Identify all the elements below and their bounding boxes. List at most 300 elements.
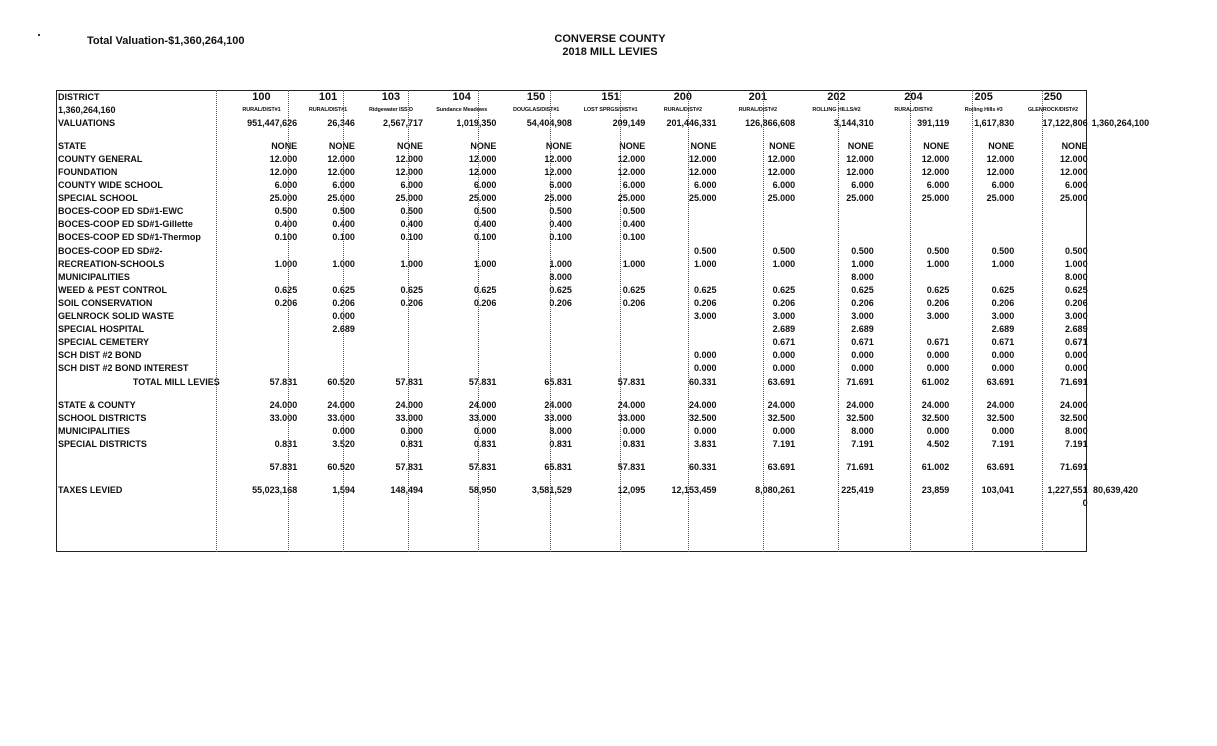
levy-value — [647, 323, 718, 336]
summary-value: 32.500 — [688, 412, 717, 423]
levy-value — [647, 336, 718, 349]
levy-value: 0.625 — [772, 284, 796, 295]
levy-value: 0.625 — [622, 284, 646, 295]
levy-value: 8.000 — [1065, 271, 1088, 282]
summary-total-value: 63.691 — [767, 461, 796, 472]
district-code: 100 — [252, 90, 271, 103]
empty-cell — [1090, 362, 1140, 375]
empty-cell — [498, 497, 573, 510]
empty-cell — [1090, 460, 1140, 473]
district-code: 104 — [452, 90, 471, 103]
levy-value: 0.000 — [991, 350, 1015, 361]
levy-value: 0.000 — [926, 350, 950, 361]
district-name: RURAL/DIST#1 — [242, 106, 281, 113]
summary-value: 8.000 — [1065, 425, 1088, 436]
levy-value: 0.100 — [549, 232, 572, 243]
levy-value — [224, 323, 299, 336]
total-mill-levies-label: TOTAL MILL LEVIES — [132, 376, 220, 387]
levy-value: 6.000 — [772, 180, 796, 191]
levy-value: 0.206 — [851, 297, 874, 308]
levy-value: 0.500 — [926, 245, 950, 256]
levy-value — [574, 336, 647, 349]
total-mill-levies-row — [56, 375, 1140, 388]
summary-value: 24.000 — [468, 399, 497, 410]
summary-value: 24.000 — [986, 399, 1015, 410]
levy-value: NONE — [690, 140, 717, 151]
levy-value — [876, 205, 951, 218]
empty-cell — [56, 497, 224, 510]
levy-value — [299, 270, 357, 283]
levy-value — [425, 310, 498, 323]
empty-cell — [876, 497, 951, 510]
taxes-levied-value: 55,023,168 — [252, 485, 298, 496]
total-levy-value: 63.691 — [767, 376, 796, 387]
levy-value — [876, 231, 951, 244]
levy-value: NONE — [1061, 140, 1088, 151]
summary-total-value: 57.831 — [617, 461, 646, 472]
levy-label: SCH DIST #2 BOND — [58, 350, 142, 361]
summary-value: 7.191 — [991, 438, 1015, 449]
levy-value: 0.100 — [622, 232, 646, 243]
levy-label: RECREATION-SCHOOLS — [58, 258, 165, 269]
empty-cell — [1090, 323, 1140, 336]
levy-value — [299, 244, 357, 257]
levy-value — [425, 244, 498, 257]
levy-value: 0.000 — [772, 363, 796, 374]
levy-row — [56, 152, 1140, 165]
levy-value — [357, 323, 425, 336]
levy-value: 6.000 — [332, 180, 355, 191]
summary-label: STATE & COUNTY — [58, 399, 136, 410]
district-code: 150 — [526, 90, 546, 103]
taxes-levied-value: 103,041 — [981, 485, 1015, 496]
summary-value: 24.000 — [617, 399, 646, 410]
levy-label: BOCES-COOP ED SD#1-Thermop — [58, 232, 201, 243]
summary-value: 0.000 — [400, 425, 423, 436]
levy-value: 12.000 — [767, 153, 796, 164]
levy-value: 0.500 — [851, 245, 874, 256]
district-label: DISTRICT — [58, 91, 100, 102]
levy-value: 25.000 — [767, 193, 796, 204]
summary-row — [56, 411, 1140, 424]
summary-value: 0.831 — [549, 438, 572, 449]
levy-value: 0.625 — [400, 284, 423, 295]
levy-value: 8.000 — [549, 271, 572, 282]
levy-row — [56, 283, 1140, 296]
levy-value — [224, 336, 299, 349]
levy-row — [56, 310, 1140, 323]
levy-value: NONE — [847, 140, 874, 151]
summary-total-value: 71.691 — [1060, 461, 1088, 472]
valuation-value: 209,149 — [612, 117, 646, 128]
summary-value: 32.500 — [1060, 412, 1088, 423]
summary-total-value: 60.331 — [688, 461, 717, 472]
levy-value: 12.000 — [846, 153, 874, 164]
levy-value: 1.000 — [400, 258, 423, 269]
levy-value: 0.000 — [991, 363, 1015, 374]
district-code: 103 — [381, 90, 401, 103]
valuation-value: 2,567,717 — [382, 117, 423, 128]
levy-value: 25.000 — [986, 193, 1015, 204]
levy-value: 12.000 — [986, 167, 1015, 178]
levy-value — [498, 336, 573, 349]
levy-value — [425, 362, 498, 375]
valuation-value: 54,404,908 — [526, 117, 572, 128]
levy-value: 0.400 — [622, 219, 646, 230]
empty-cell — [647, 497, 718, 510]
empty-cell — [1090, 139, 1140, 152]
levy-value: 1.000 — [772, 258, 796, 269]
levy-value: 0.625 — [991, 284, 1015, 295]
levy-value: 0.671 — [1065, 337, 1088, 348]
levy-value — [647, 218, 718, 231]
levy-value — [574, 310, 647, 323]
levy-label: SOIL CONSERVATION — [58, 297, 153, 308]
levy-row — [56, 218, 1140, 231]
levy-value — [951, 218, 1016, 231]
levy-value: 3.000 — [926, 311, 950, 322]
total-levy-value: 71.691 — [846, 376, 874, 387]
gap-row — [56, 129, 1140, 139]
levy-value: 0.500 — [622, 206, 646, 217]
valuation-value: 951,447,626 — [247, 117, 298, 128]
levy-value: 1.000 — [851, 258, 874, 269]
summary-value: 8.000 — [851, 425, 874, 436]
summary-value: 8.000 — [549, 425, 572, 436]
levy-value — [357, 310, 425, 323]
valuation-value: 1,019,350 — [456, 117, 497, 128]
empty-cell — [1090, 497, 1140, 510]
district-code: 204 — [904, 90, 923, 103]
levy-value: 0.400 — [400, 219, 423, 230]
district-code: 205 — [974, 90, 993, 103]
levy-row — [56, 179, 1140, 192]
levy-value: 0.625 — [926, 284, 950, 295]
levy-label: SPECIAL CEMETERY — [58, 337, 150, 348]
taxes-levied-value: 1,594 — [332, 485, 355, 496]
levy-value: 0.100 — [400, 232, 423, 243]
levy-value — [647, 231, 718, 244]
district-name: ROLLING HILLS/#2 — [812, 106, 861, 113]
summary-value — [224, 424, 299, 437]
summary-total-value: 65.831 — [544, 461, 572, 472]
summary-row — [56, 424, 1140, 437]
levy-row — [56, 349, 1140, 362]
levy-value — [719, 218, 798, 231]
levy-value: 0.500 — [332, 206, 355, 217]
total-levy-value: 57.831 — [269, 376, 298, 387]
levy-value: 0.500 — [693, 245, 717, 256]
district-code: 250 — [1043, 90, 1063, 103]
summary-label: SCHOOL DISTRICTS — [58, 412, 147, 423]
page-title — [500, 33, 720, 59]
levy-value: 12.000 — [327, 153, 355, 164]
levy-value — [1016, 231, 1089, 244]
levy-value: 6.000 — [1065, 180, 1088, 191]
levy-value — [299, 336, 357, 349]
summary-value: 4.502 — [926, 438, 950, 449]
valuation-value: 26,346 — [327, 117, 355, 128]
summary-value: 32.500 — [846, 412, 874, 423]
levy-value — [876, 270, 951, 283]
summary-row — [56, 398, 1140, 411]
levy-label: FOUNDATION — [58, 167, 118, 178]
levy-value: NONE — [619, 140, 646, 151]
levy-value: 0.000 — [772, 350, 796, 361]
summary-value: 32.500 — [921, 412, 950, 423]
levy-value: NONE — [328, 140, 355, 151]
empty-cell — [1090, 336, 1140, 349]
levy-value: 0.206 — [1065, 297, 1088, 308]
levy-label: SPECIAL SCHOOL — [58, 193, 138, 204]
summary-value: 0.831 — [473, 438, 497, 449]
levy-value: 12.000 — [921, 153, 950, 164]
levy-value: 12.000 — [395, 153, 423, 164]
empty-cell — [1090, 349, 1140, 362]
valuation-value: 201,446,331 — [666, 117, 717, 128]
levy-value — [1016, 218, 1089, 231]
levy-value: 12.000 — [468, 153, 497, 164]
levy-value: 0.400 — [549, 219, 572, 230]
levy-value: 1.000 — [549, 258, 572, 269]
levy-value: 0.500 — [274, 206, 298, 217]
levy-value: 0.206 — [332, 297, 355, 308]
levy-value — [425, 270, 498, 283]
levy-value: 2.689 — [991, 324, 1015, 335]
levy-value: 12.000 — [269, 167, 298, 178]
trailing-row — [56, 497, 1140, 510]
levy-label: BOCES-COOP ED SD#1-EWC — [58, 206, 184, 217]
total-levy-value: 61.002 — [921, 376, 950, 387]
levy-value: 0.206 — [926, 297, 950, 308]
summary-value: 24.000 — [269, 399, 298, 410]
empty-cell — [1090, 244, 1140, 257]
levy-label: BOCES-COOP ED SD#2- — [58, 245, 163, 256]
empty-cell — [1090, 179, 1140, 192]
levy-value — [425, 336, 498, 349]
levy-label: COUNTY GENERAL — [58, 153, 143, 164]
district-name: RURAL/DIST#2 — [894, 106, 933, 113]
district-code: 202 — [827, 90, 846, 103]
levy-value: 0.400 — [473, 219, 497, 230]
levy-value: 12.000 — [846, 167, 874, 178]
summary-value: 7.191 — [1065, 438, 1088, 449]
district-name: LOST SPRGS/DIST#1 — [583, 106, 638, 113]
levy-value: 0.500 — [400, 206, 423, 217]
levy-value: 1.000 — [991, 258, 1015, 269]
empty-cell — [797, 497, 876, 510]
levy-value: 0.625 — [1065, 284, 1088, 295]
levy-value — [498, 244, 573, 257]
levy-value — [719, 205, 798, 218]
levy-value: 0.000 — [851, 363, 874, 374]
taxes-levied-value: 58,950 — [468, 485, 497, 496]
levy-value: 0.400 — [274, 219, 298, 230]
valuation-value: 1,617,830 — [974, 117, 1015, 128]
levy-value: 12.000 — [767, 167, 796, 178]
levy-row — [56, 296, 1140, 309]
empty-cell — [1090, 424, 1140, 437]
trailing-zero: 0 — [1082, 498, 1088, 509]
summary-row — [56, 437, 1140, 450]
levy-value: 25.000 — [1060, 193, 1088, 204]
summary-value: 0.000 — [772, 425, 796, 436]
mill-levy-table — [56, 90, 1150, 510]
levy-value: 25.000 — [921, 193, 950, 204]
levy-label: WEED & PEST CONTROL — [58, 284, 168, 295]
valuation-row — [56, 116, 1140, 129]
summary-value: 0.000 — [622, 425, 646, 436]
levy-value: 0.206 — [622, 297, 646, 308]
levy-value — [224, 244, 299, 257]
levy-value: NONE — [470, 140, 497, 151]
levy-value — [224, 349, 299, 362]
empty-cell — [1090, 398, 1140, 411]
levy-value — [224, 362, 299, 375]
gap-row — [56, 450, 1140, 460]
levy-value — [951, 231, 1016, 244]
district-name: Ridgewater ISS D — [368, 106, 413, 113]
levy-value: 12.000 — [1060, 167, 1088, 178]
levy-value: 0.671 — [772, 337, 796, 348]
levy-value — [647, 270, 718, 283]
empty-cell — [719, 497, 798, 510]
district-code: 200 — [673, 90, 693, 103]
levy-value: NONE — [988, 140, 1015, 151]
summary-total-value: 60.520 — [327, 461, 355, 472]
empty-cell — [1090, 310, 1140, 323]
total-levy-value: 63.691 — [986, 376, 1015, 387]
levy-value: 0.500 — [549, 206, 572, 217]
levy-value — [876, 323, 951, 336]
district-code: 151 — [601, 90, 620, 103]
levy-value: 2.689 — [332, 324, 355, 335]
levy-value: NONE — [271, 140, 298, 151]
taxes-levied-value: 225,419 — [841, 485, 874, 496]
levy-label: SPECIAL HOSPITAL — [58, 324, 145, 335]
levy-value: 0.206 — [549, 297, 572, 308]
levy-value: 25.000 — [468, 193, 497, 204]
empty-cell — [1090, 411, 1140, 424]
district-name-row — [56, 103, 1140, 116]
levy-value: 6.000 — [473, 180, 497, 191]
taxes-levied-label: TAXES LEVIED — [58, 485, 123, 496]
levy-value: 0.625 — [332, 284, 355, 295]
empty-cell — [1090, 165, 1140, 178]
levy-value: 1.000 — [473, 258, 497, 269]
total-levy-value: 60.331 — [688, 376, 717, 387]
levy-value: 0.206 — [693, 297, 717, 308]
levy-value: 25.000 — [688, 193, 717, 204]
levy-value: 6.000 — [926, 180, 950, 191]
summary-value: 24.000 — [921, 399, 950, 410]
empty-cell — [1090, 296, 1140, 309]
levy-value: 8.000 — [851, 271, 874, 282]
total-levy-value: 65.831 — [544, 376, 572, 387]
summary-total-value: 57.831 — [269, 461, 298, 472]
district-name: RURAL/DIST#2 — [738, 106, 777, 113]
district-name: GLENROCK/DIST#2 — [1027, 106, 1078, 113]
levy-label: BOCES-COOP ED SD#1-Gillette — [58, 219, 193, 230]
total-levy-value: 57.831 — [395, 376, 423, 387]
summary-value: 0.000 — [926, 425, 950, 436]
levy-value: 12.000 — [544, 153, 572, 164]
levy-value: 1.000 — [1065, 258, 1088, 269]
empty-cell — [224, 497, 299, 510]
levy-value: 0.625 — [274, 284, 298, 295]
taxes-levied-value: 3,581,529 — [531, 485, 572, 496]
empty-cell — [1090, 192, 1140, 205]
levy-value — [224, 310, 299, 323]
empty-cell — [574, 497, 647, 510]
levy-subtitle: 2018 MILL LEVIES — [562, 46, 658, 58]
taxes-levied-total: 80,639,420 — [1092, 485, 1138, 496]
summary-value: 32.500 — [986, 412, 1015, 423]
levy-label: GELNROCK SOLID WASTE — [58, 311, 175, 322]
summary-value: 33.000 — [617, 412, 646, 423]
empty-cell — [1090, 103, 1140, 116]
summary-value: 0.000 — [991, 425, 1015, 436]
levy-value — [1016, 205, 1089, 218]
total-levy-value: 60.520 — [327, 376, 355, 387]
taxes-levied-row — [56, 484, 1140, 497]
gap-row — [56, 388, 1140, 398]
levy-value: 0.206 — [991, 297, 1015, 308]
levy-row — [56, 205, 1140, 218]
levy-value: 3.000 — [991, 311, 1015, 322]
levy-value: 0.625 — [473, 284, 497, 295]
valuation-value: 3,144,310 — [833, 117, 874, 128]
levy-row — [56, 165, 1140, 178]
levy-value: 0.000 — [693, 350, 717, 361]
levy-value: 2.689 — [851, 324, 874, 335]
levy-value — [574, 362, 647, 375]
empty-cell — [1090, 257, 1140, 270]
levy-value: 0.671 — [991, 337, 1015, 348]
levy-label: STATE — [58, 140, 87, 151]
taxes-levied-value: 12,095 — [617, 485, 646, 496]
total-levy-value: 71.691 — [1060, 376, 1088, 387]
levy-value: 1.000 — [693, 258, 717, 269]
summary-value: 7.191 — [851, 438, 874, 449]
levy-value: NONE — [769, 140, 796, 151]
total-valuation: Total Valuation-$1,360,264,100 — [87, 35, 245, 47]
levy-value: 3.000 — [851, 311, 874, 322]
district-code: 201 — [748, 90, 767, 103]
levy-value: 6.000 — [622, 180, 646, 191]
empty-cell — [56, 460, 224, 473]
levy-label: MUNICIPALITIES — [58, 271, 130, 282]
levy-value — [719, 270, 798, 283]
levy-value: 12.000 — [395, 167, 423, 178]
levy-value: 0.000 — [1065, 363, 1088, 374]
valuation-total: 1,360,264,100 — [1091, 117, 1150, 128]
district-name: RURAL/DIST#2 — [663, 106, 702, 113]
levy-value — [574, 270, 647, 283]
levy-value — [797, 231, 876, 244]
levy-value: 12.000 — [688, 167, 717, 178]
summary-value: 0.000 — [693, 425, 717, 436]
summary-value: 0.831 — [400, 438, 423, 449]
district-name: Sundance Meadows — [436, 106, 488, 113]
levy-label: SCH DIST #2 BOND INTEREST — [58, 363, 189, 374]
county-name: CONVERSE COUNTY — [554, 33, 666, 45]
levy-value: 3.000 — [1065, 311, 1088, 322]
district-name: RURAL/DIST#1 — [308, 106, 348, 113]
summary-value: 33.000 — [395, 412, 423, 423]
levy-value: 0.500 — [991, 245, 1015, 256]
levy-value — [357, 349, 425, 362]
